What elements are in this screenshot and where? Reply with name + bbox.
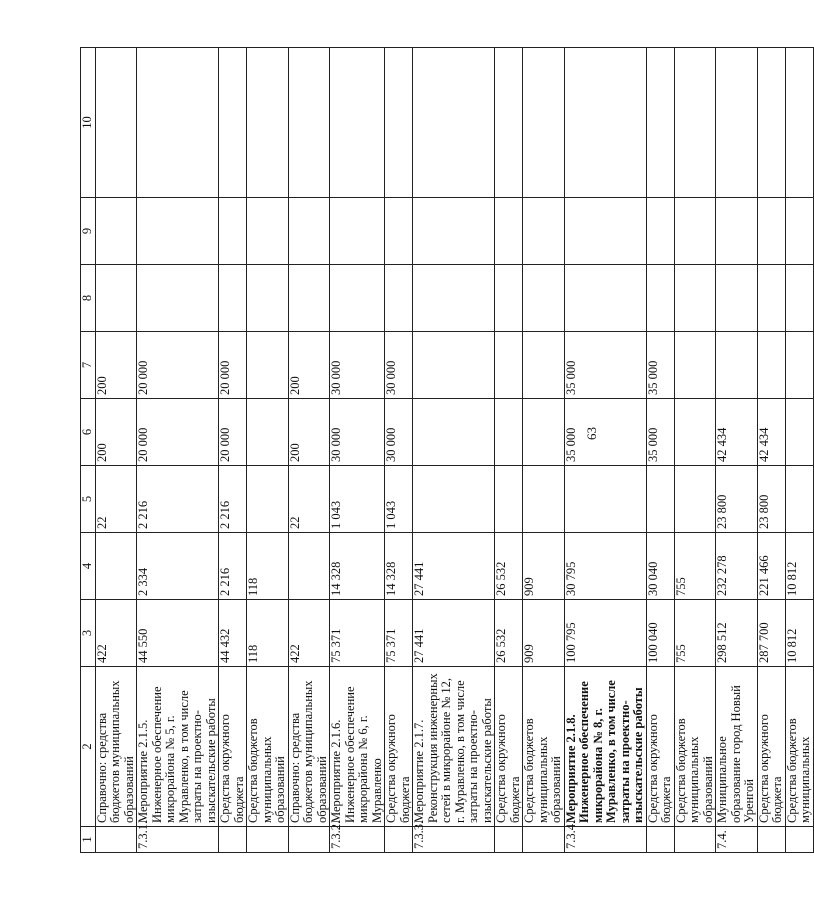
- value-cell-c4: 14 328: [330, 533, 385, 600]
- value-cell-c9: [674, 198, 716, 265]
- value-cell-c9: [288, 198, 330, 265]
- value-cell-c3: 10 812: [785, 600, 813, 667]
- value-cell-c5: [785, 466, 813, 533]
- header-cell: 7: [81, 332, 96, 399]
- value-cell-c5: [564, 466, 646, 533]
- value-cell-c4: 232 278: [716, 533, 758, 600]
- value-cell-c5: [247, 466, 289, 533]
- value-cell-c7: [716, 332, 758, 399]
- header-cell: 5: [81, 466, 96, 533]
- row-number-cell: [785, 827, 813, 853]
- value-cell-c5: 23 800: [716, 466, 758, 533]
- value-cell-c6: 20 000: [137, 399, 219, 466]
- value-cell-c6: [247, 399, 289, 466]
- table-row: [495, 48, 523, 853]
- table-row: [137, 48, 219, 853]
- value-cell-c5: [646, 466, 674, 533]
- value-cell-c6: [785, 399, 813, 466]
- value-cell-c8: [646, 265, 674, 332]
- value-cell-c10: [288, 48, 330, 198]
- value-cell-c4: 221 466: [757, 533, 785, 600]
- row-label-cell: Средства бюджетов муниципальных образований: [247, 667, 289, 827]
- header-row: [81, 48, 96, 853]
- value-cell-c7: 200: [288, 332, 330, 399]
- value-cell-c6: 20 000: [219, 399, 247, 466]
- header-cell: 6: [81, 399, 96, 466]
- value-cell-c7: 20 000: [137, 332, 219, 399]
- value-cell-c5: 1 043: [330, 466, 385, 533]
- value-cell-c6: 30 000: [330, 399, 385, 466]
- value-cell-c4: 2 334: [137, 533, 219, 600]
- value-cell-c6: 30 000: [385, 399, 413, 466]
- row-label-cell: Мероприятие 2.1.5. Инженерное обеспечение микрорайона № 5, г. Муравленко, в том числе затраты на проектно-изыскательские работы: [137, 667, 219, 827]
- value-cell-c7: [413, 332, 495, 399]
- value-cell-c8: [564, 265, 646, 332]
- row-number-cell: [288, 827, 330, 853]
- table-row: [674, 48, 716, 853]
- value-cell-c9: [785, 198, 813, 265]
- row-number-cell: [757, 827, 785, 853]
- row-label-cell: Муниципальное образование город Новый Уренгой: [716, 667, 758, 827]
- table-row: [413, 48, 495, 853]
- value-cell-c4: 909: [523, 533, 565, 600]
- value-cell-c6: 200: [95, 399, 137, 466]
- value-cell-c3: 422: [288, 600, 330, 667]
- header-cell: 1: [81, 827, 96, 853]
- value-cell-c10: [785, 48, 813, 198]
- table-row: [716, 48, 758, 853]
- value-cell-c8: [137, 265, 219, 332]
- row-label-cell: Средства окружного бюджета: [219, 667, 247, 827]
- value-cell-c3: 75 371: [385, 600, 413, 667]
- row-label-cell: Справочно: средства бюджетов муниципальных образований: [288, 667, 330, 827]
- value-cell-c5: [674, 466, 716, 533]
- row-label-cell: Средства бюджетов муниципальных образований: [523, 667, 565, 827]
- value-cell-c7: [523, 332, 565, 399]
- value-cell-c8: [757, 265, 785, 332]
- value-cell-c4: 14 328: [385, 533, 413, 600]
- value-cell-c8: [413, 265, 495, 332]
- table-row: [385, 48, 413, 853]
- value-cell-c4: 27 441: [413, 533, 495, 600]
- row-number-cell: [495, 827, 523, 853]
- value-cell-c9: [495, 198, 523, 265]
- header-cell: 9: [81, 198, 96, 265]
- value-cell-c3: 44 550: [137, 600, 219, 667]
- value-cell-c9: [137, 198, 219, 265]
- table-row: [564, 48, 646, 853]
- value-cell-c9: [646, 198, 674, 265]
- row-label-cell: Средства окружного бюджета: [385, 667, 413, 827]
- value-cell-c4: 30 040: [646, 533, 674, 600]
- value-cell-c7: 35 000: [564, 332, 646, 399]
- value-cell-c6: 35 000: [564, 399, 646, 466]
- value-cell-c5: 2 216: [219, 466, 247, 533]
- value-cell-c4: [288, 533, 330, 600]
- value-cell-c7: [495, 332, 523, 399]
- value-cell-c4: 118: [247, 533, 289, 600]
- page-number: 63: [584, 427, 599, 440]
- table-row: [646, 48, 674, 853]
- value-cell-c6: 42 434: [716, 399, 758, 466]
- header-cell: 8: [81, 265, 96, 332]
- row-label-cell: Средства бюджетов муниципальных: [785, 667, 813, 827]
- budget-table: [80, 47, 814, 853]
- value-cell-c5: 23 800: [757, 466, 785, 533]
- table-row: [330, 48, 385, 853]
- value-cell-c5: [495, 466, 523, 533]
- value-cell-c5: [523, 466, 565, 533]
- value-cell-c10: [137, 48, 219, 198]
- value-cell-c3: 422: [95, 600, 137, 667]
- value-cell-c8: [385, 265, 413, 332]
- row-label-cell: Справочно: средства бюджетов муниципальных образований: [95, 667, 137, 827]
- value-cell-c9: [757, 198, 785, 265]
- value-cell-c9: [564, 198, 646, 265]
- value-cell-c7: [247, 332, 289, 399]
- value-cell-c4: 26 532: [495, 533, 523, 600]
- value-cell-c10: [646, 48, 674, 198]
- row-number-cell: [385, 827, 413, 853]
- value-cell-c3: 75 371: [330, 600, 385, 667]
- table-row: [247, 48, 289, 853]
- value-cell-c9: [330, 198, 385, 265]
- value-cell-c7: [674, 332, 716, 399]
- value-cell-c4: 2 216: [219, 533, 247, 600]
- row-label-cell: Мероприятие 2.1.7. Реконструкция инженерных сетей в микрорайоне № 12, г. Муравленко, в том числе затраты на проектно-изыскательские работы: [413, 667, 495, 827]
- value-cell-c6: [674, 399, 716, 466]
- row-number-cell: [523, 827, 565, 853]
- value-cell-c4: 10 812: [785, 533, 813, 600]
- value-cell-c6: [523, 399, 565, 466]
- header-cell: 4: [81, 533, 96, 600]
- table-row: [757, 48, 785, 853]
- value-cell-c8: [716, 265, 758, 332]
- value-cell-c10: [95, 48, 137, 198]
- value-cell-c5: 22: [95, 466, 137, 533]
- value-cell-c4: [95, 533, 137, 600]
- value-cell-c8: [495, 265, 523, 332]
- row-number-cell: 7.3.4.: [564, 827, 646, 853]
- value-cell-c9: [219, 198, 247, 265]
- value-cell-c7: 20 000: [219, 332, 247, 399]
- value-cell-c6: 42 434: [757, 399, 785, 466]
- value-cell-c10: [564, 48, 646, 198]
- value-cell-c10: [674, 48, 716, 198]
- row-number-cell: [247, 827, 289, 853]
- header-cell: 10: [81, 48, 96, 198]
- value-cell-c9: [247, 198, 289, 265]
- table-row: [219, 48, 247, 853]
- budget-table-container: [80, 48, 812, 853]
- row-label-cell: Средства окружного бюджета: [646, 667, 674, 827]
- value-cell-c9: [523, 198, 565, 265]
- value-cell-c10: [330, 48, 385, 198]
- table-row: [523, 48, 565, 853]
- value-cell-c3: 26 532: [495, 600, 523, 667]
- row-number-cell: [646, 827, 674, 853]
- value-cell-c10: [413, 48, 495, 198]
- value-cell-c8: [247, 265, 289, 332]
- row-label-cell: Средства окружного бюджета: [495, 667, 523, 827]
- value-cell-c6: 35 000: [646, 399, 674, 466]
- value-cell-c7: [785, 332, 813, 399]
- value-cell-c7: 30 000: [330, 332, 385, 399]
- value-cell-c8: [785, 265, 813, 332]
- row-number-cell: [219, 827, 247, 853]
- value-cell-c8: [523, 265, 565, 332]
- value-cell-c4: 755: [674, 533, 716, 600]
- value-cell-c7: 35 000: [646, 332, 674, 399]
- value-cell-c5: 1 043: [385, 466, 413, 533]
- value-cell-c8: [219, 265, 247, 332]
- value-cell-c7: 30 000: [385, 332, 413, 399]
- value-cell-c8: [330, 265, 385, 332]
- value-cell-c10: [219, 48, 247, 198]
- row-number-cell: [674, 827, 716, 853]
- value-cell-c6: 200: [288, 399, 330, 466]
- value-cell-c3: 755: [674, 600, 716, 667]
- value-cell-c10: [716, 48, 758, 198]
- header-cell: 2: [81, 667, 96, 827]
- value-cell-c10: [523, 48, 565, 198]
- value-cell-c10: [247, 48, 289, 198]
- header-cell: 3: [81, 600, 96, 667]
- value-cell-c6: [495, 399, 523, 466]
- value-cell-c9: [716, 198, 758, 265]
- value-cell-c7: [757, 332, 785, 399]
- value-cell-c8: [95, 265, 137, 332]
- table-row: [95, 48, 137, 853]
- value-cell-c3: 100 795: [564, 600, 646, 667]
- row-number-cell: 7.4.: [716, 827, 758, 853]
- value-cell-c10: [757, 48, 785, 198]
- table-row: [288, 48, 330, 853]
- value-cell-c3: 118: [247, 600, 289, 667]
- value-cell-c4: 30 795: [564, 533, 646, 600]
- value-cell-c9: [385, 198, 413, 265]
- value-cell-c3: 287 700: [757, 600, 785, 667]
- row-label-cell: Средства бюджетов муниципальных образований: [674, 667, 716, 827]
- row-label-cell: Мероприятие 2.1.8. Инженерное обеспечение микрорайона № 8, г. Муравленко, в том числе затраты на проектно-изыскательские работы: [564, 667, 646, 827]
- value-cell-c7: 200: [95, 332, 137, 399]
- row-label-cell: Средства окружного бюджета: [757, 667, 785, 827]
- value-cell-c8: [288, 265, 330, 332]
- value-cell-c10: [385, 48, 413, 198]
- value-cell-c10: [495, 48, 523, 198]
- value-cell-c5: 22: [288, 466, 330, 533]
- value-cell-c3: 44 432: [219, 600, 247, 667]
- row-number-cell: 7.3.2.: [330, 827, 385, 853]
- row-number-cell: 7.3.1.: [137, 827, 219, 853]
- value-cell-c3: 298 512: [716, 600, 758, 667]
- row-label-cell: Мероприятие 2.1.6. Инженерное обеспечение микрорайона № 6, г. Муравленко: [330, 667, 385, 827]
- row-number-cell: 7.3.3.: [413, 827, 495, 853]
- value-cell-c9: [95, 198, 137, 265]
- table-row: [785, 48, 813, 853]
- value-cell-c8: [674, 265, 716, 332]
- value-cell-c3: 27 441: [413, 600, 495, 667]
- value-cell-c6: [413, 399, 495, 466]
- value-cell-c9: [413, 198, 495, 265]
- row-number-cell: [95, 827, 137, 853]
- value-cell-c5: 2 216: [137, 466, 219, 533]
- value-cell-c3: 100 040: [646, 600, 674, 667]
- value-cell-c3: 909: [523, 600, 565, 667]
- value-cell-c5: [413, 466, 495, 533]
